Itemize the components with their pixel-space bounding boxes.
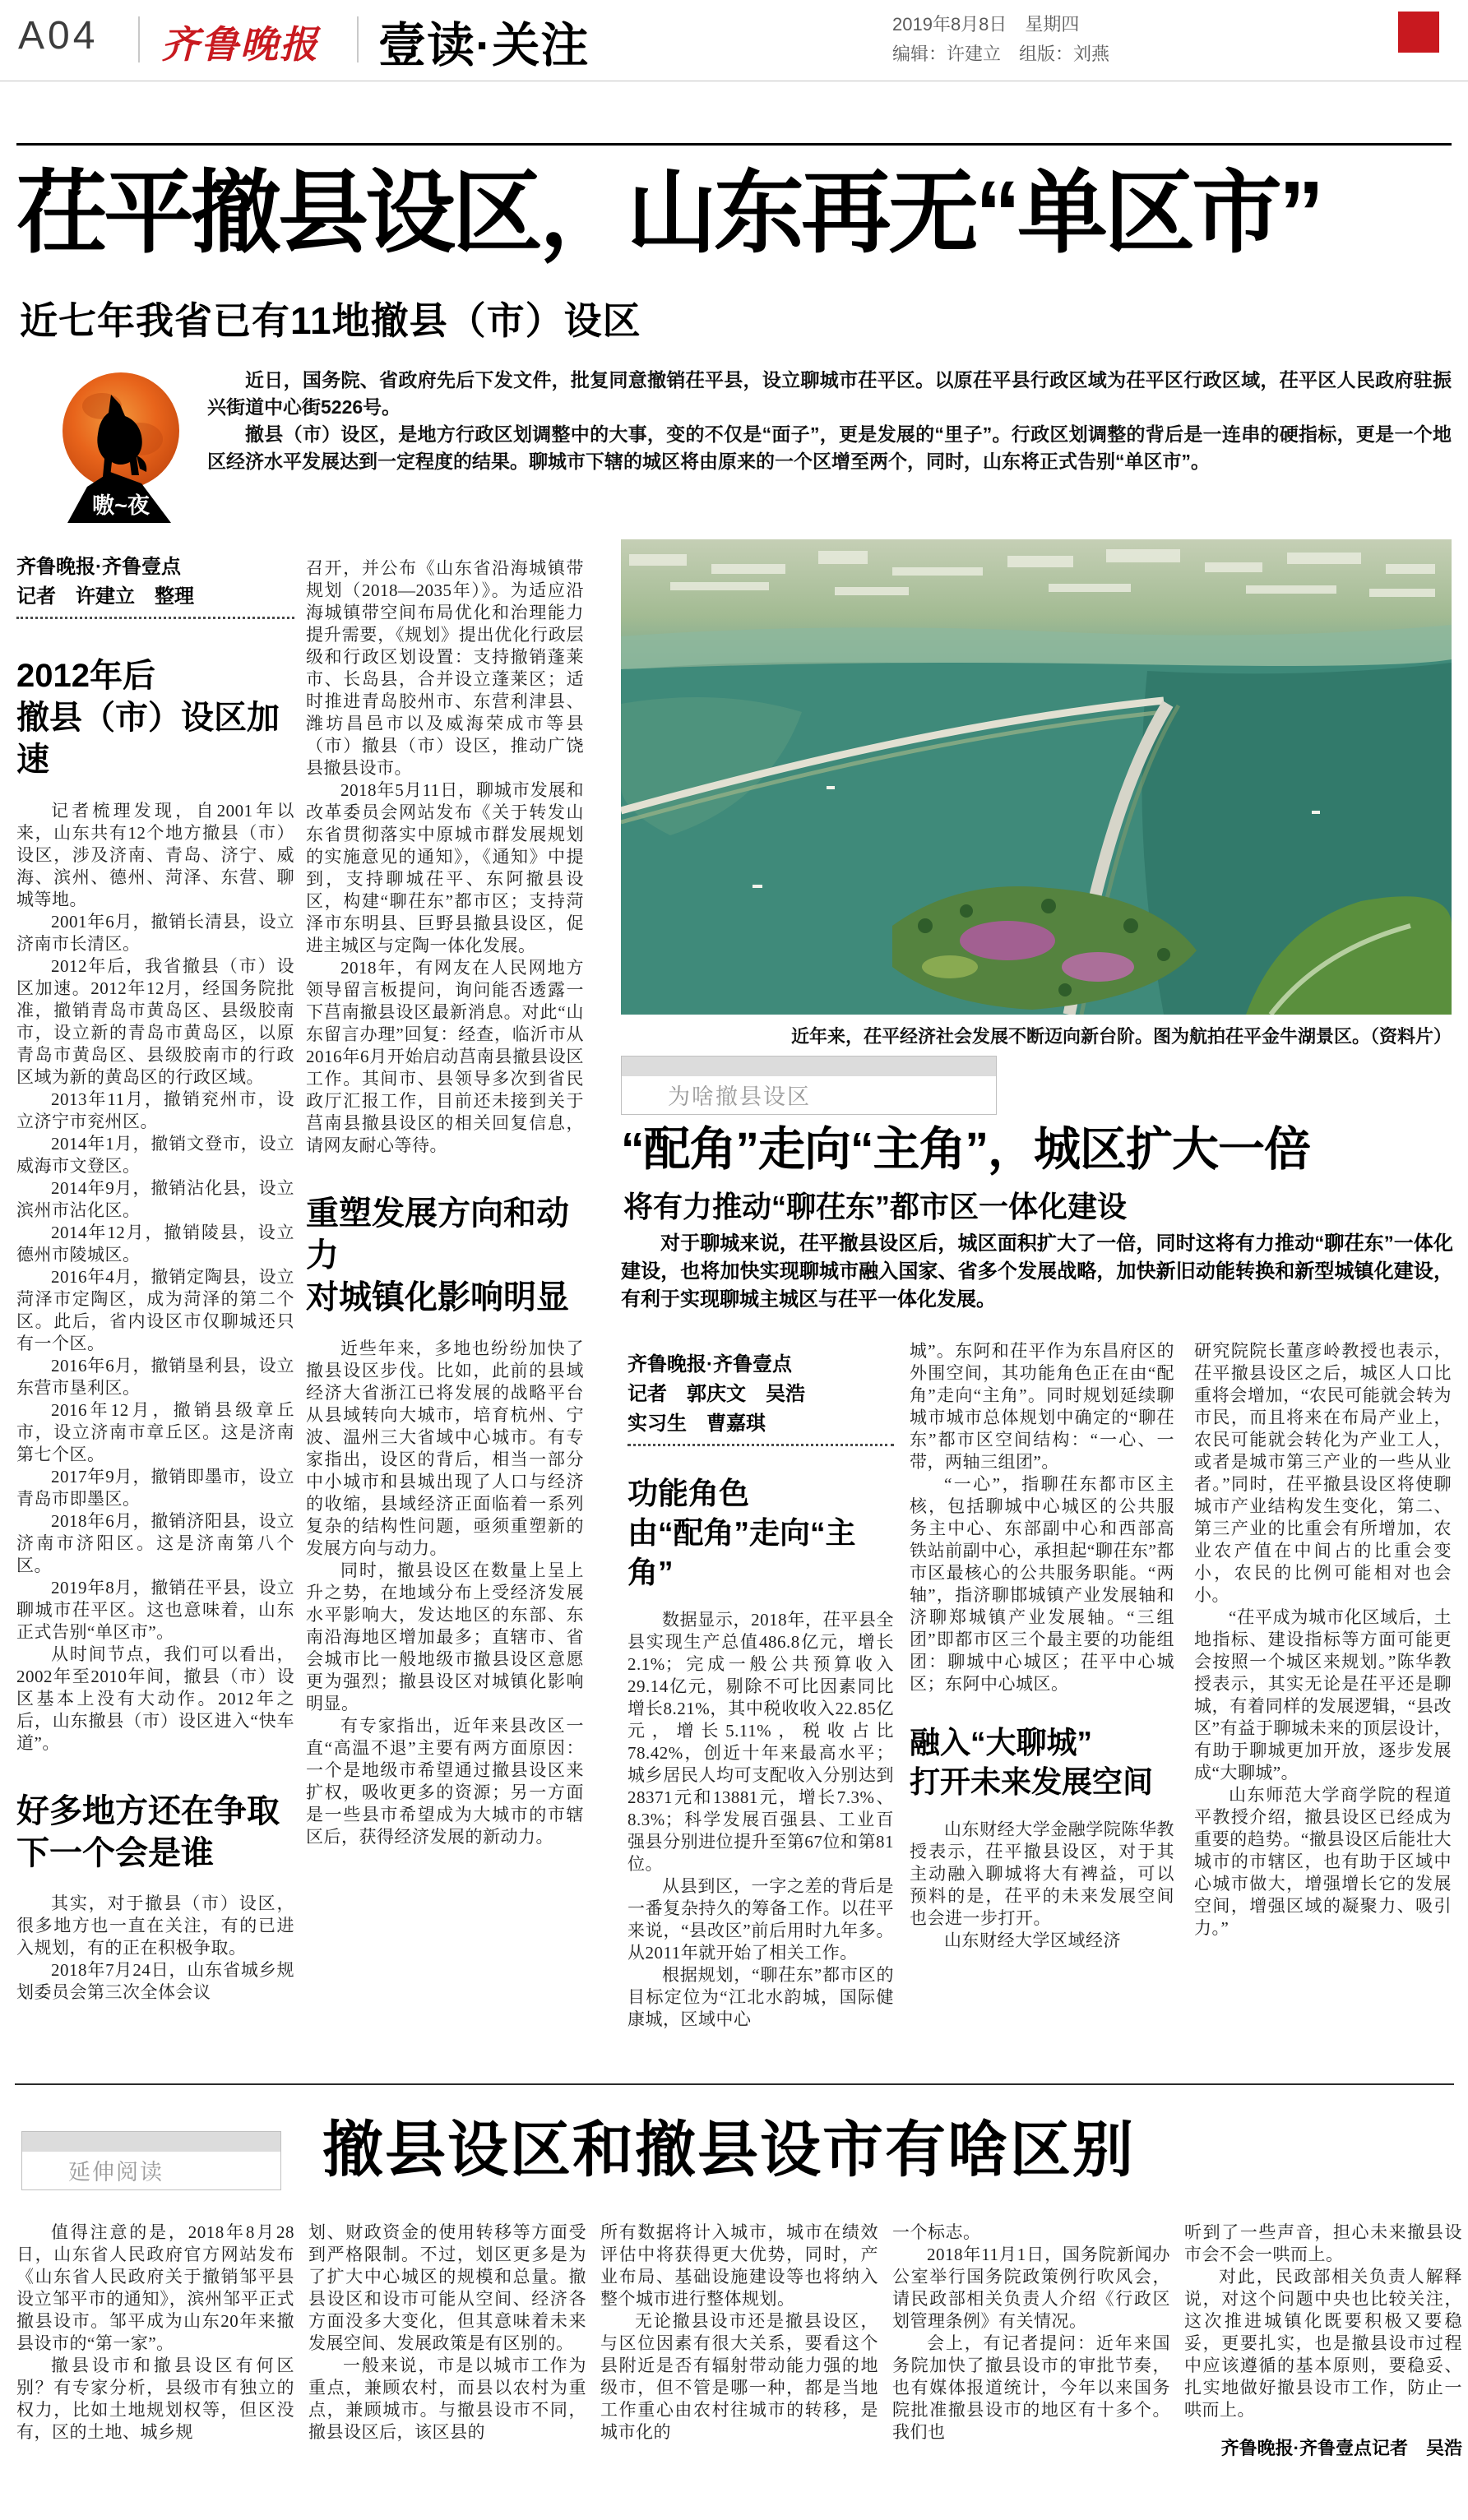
lead-intro [207, 367, 1452, 475]
body-paragraph: 2017年9月，撤销即墨市，设立青岛市即墨区。 [16, 1466, 294, 1509]
photo-caption: 近年来，茌平经济社会发展不断迈向新台阶。图为航拍茌平金牛湖景区。（资料片） [790, 1026, 1452, 1047]
byline: 记者 许建立 整理 [16, 585, 194, 608]
body-paragraph: 从时间节点，我们可以看出，2002年至2010年间，撤县（市）设区基本上没有大动作。2012年之后，山东撤县（市）设区进入“快车道”。 [16, 1644, 294, 1753]
main-subheadline: 近七年我省已有11地撤县（市）设区 [20, 299, 641, 342]
column-heading: 功能角色 由“配角”走向“主角” [627, 1477, 856, 1590]
intro-paragraph: 撤县（市）设区，是地方行政区划调整中的大事，变的不仅是“面子”，更是发展的“里子”。行政区划调整的背后是一连串的硬指标，更是一个地区经济水平发展达到一定程度的结果。聊城市下辖的城区将由原来的一个区增至两个，同时，山东将正式告别“单区市”。 [207, 423, 1452, 472]
body-paragraph: 2016年6月，撤销垦利县，设立东营市垦利区。 [16, 1355, 294, 1398]
section-title: 壹读·关注 [378, 19, 590, 72]
body-paragraph: 撤县设市和撤县设区有何区别？有专家分析，县级市有独立的权力，比如土地规划权等，但区没有，区的土地、城乡规 [16, 2356, 294, 2442]
body-paragraph: 对此，民政部相关负责人解释说，对这个问题中央也比较关注，这次推进城镇化既要积极又要稳妥，更要扎实，也是撤县设市过程中应该遵循的基本原则，要稳妥、扎实地做好撤县设市工作，防止一哄而上。 [1184, 2267, 1462, 2420]
body-paragraph: 根据规划，“聊茌东”都市区的目标定位为“江北水韵城，国际健康城，区域中心 [627, 1965, 894, 2030]
body-paragraph: 听到了一些声音，担心未来撤县设市会不会一哄而上。 [1184, 2222, 1462, 2264]
masthead-logo: 齐鲁晚报 [161, 22, 319, 67]
article2-headline: “配角”走向“主角”，城区扩大一倍 [621, 1123, 1310, 1176]
kicker-bar [22, 2132, 280, 2152]
main-headline: 茌平撤县设区，山东再无“单区市” [16, 163, 1321, 264]
header-divider [357, 16, 359, 62]
header-divider [138, 16, 140, 62]
editor-line: 编辑：许建立 组版：刘燕 [892, 44, 1110, 64]
dateline-block [892, 10, 1109, 69]
body-paragraph: 2018年6月，撤销济阳县，设立济南市济阳区。这是济南第八个区。 [16, 1510, 294, 1575]
qilu-yidian-badge-icon [1398, 12, 1439, 53]
body-paragraph: 山东财经大学金融学院陈华教授表示，茌平撤县设区，对于其主动融入聊城将大有裨益，可以预料的是，茌平的未来发展空间也会进一步打开。 [910, 1819, 1174, 1929]
article3-column1 [16, 2222, 294, 2511]
body-paragraph: 2018年5月11日，聊城市发展和改革委员会网站发布《关于转发山东省贯彻落实中原城市群发展规划的实施意见的通知》，《通知》中提到，支持聊城茌平、东阿撤县设区，构建“聊茌东”都市区；支持菏泽市东明县、巨野县撤县设区，促进主城区与定陶一体化发展。 [306, 780, 584, 955]
byline: 齐鲁晚报·齐鲁壹点 [627, 1353, 792, 1376]
body-paragraph: 记者梳理发现，自2001年以来，山东共有12个地方撤县（市）设区，涉及济南、青岛、济宁、威海、滨州、德州、菏泽、东营、聊城等地。 [16, 800, 294, 909]
article2-columnB [910, 1340, 1174, 2074]
column-heading: 重塑发展方向和动力 对城镇化影响明显 [306, 1195, 569, 1316]
article3-headline: 撤县设区和撤县设市有啥区别 [322, 2115, 1135, 2184]
headline-rule [16, 143, 1452, 146]
column-heading: 融入“大聊城” 打开未来发展空间 [910, 1726, 1153, 1800]
body-paragraph: 2019年8月，撤销茌平县，设立聊城市茌平区。这也意味着，山东正式告别“单区市”。 [16, 1577, 294, 1642]
body-paragraph: 数据显示，2018年，茌平县全县实现生产总值486.8亿元，增长2.1%；完成一般公共预算收入29.14亿元，剔除不可比因素同比增长8.21%，其中税收收入22.85亿元，增长5.11%，税收占比78.42%，创近十年来最高水平；城乡居民人均可支配收入分别达到28371元和13881元，增长7.3%、8.3%；科学发展百强县、工业百强县分别进位提升至第67位和第81位。 [627, 1610, 894, 1875]
article2-columnC [1194, 1340, 1452, 2074]
body-paragraph: 其实，对于撤县（市）设区，很多地方也一直在关注，有的已进入规划，有的正在积极争取。 [16, 1893, 294, 1958]
body-paragraph: 山东财经大学区域经济 [944, 1930, 1121, 1951]
body-paragraph: 无论撤县设市还是撤县设区，与区位因素有很大关系，要看这个县附近是否有辐射带动能力强的地级市，但不管是哪一种，都是当地工作重心由农村往城市的转移，是城市化的 [600, 2311, 878, 2442]
article2-lead: 对于聊城来说，茌平撤县设区后，城区面积扩大了一倍，同时这将有力推动“聊茌东”一体化建设，也将加快实现聊城市融入国家、省多个发展战略，加快新旧动能转换和新型城镇化建设，有利于实现聊城主城区与茌平一体化发展。 [621, 1232, 1453, 1311]
kicker-label: 延伸阅读 [68, 2160, 164, 2185]
body-paragraph: 山东师范大学商学院的程道平教授介绍，撤县设区已经成为重要的趋势。“撤县设区后能壮大城市的市辖区，也有助于区域中心城市做大，增强增长它的发展空间，增强区域的凝聚力、吸引力。” [1194, 1785, 1452, 1938]
body-paragraph: 2018年11月1日，国务院新闻办公室举行国务院政策例行吹风会，请民政部相关负责人介绍《行政区划管理条例》有关情况。 [892, 2245, 1170, 2331]
article1-column1 [16, 553, 294, 2075]
body-paragraph: 2016年12月，撤销县级章丘市，设立济南市章丘区。这是济南第七个区。 [16, 1399, 294, 1464]
mascot-wolf-moon-icon [59, 363, 183, 523]
body-paragraph: 划、财政资金的使用转移等方面受到严格限制。不过，划区更多是为了扩大中心城区的规模和总量。撤县设区和设市可能从空间、经济各方面没多大变化，但其意味着未来发展空间、发展政策是有区别的。 [308, 2222, 586, 2353]
article3-column4 [892, 2222, 1170, 2511]
body-paragraph: 2016年4月，撤销定陶县，设立菏泽市定陶区，成为菏泽的第二个区。此后，省内设区市仅聊城还只有一个区。 [16, 1266, 294, 1353]
byline: 齐鲁晚报·齐鲁壹点 [16, 556, 181, 578]
intro-paragraph: 近日，国务院、省政府先后下发文件，批复同意撤销茌平县，设立聊城市茌平区。以原茌平县行政区域为茌平区行政区域，茌平区人民政府驻振兴街道中心街5226号。 [207, 369, 1452, 418]
article3-column5 [1184, 2222, 1462, 2511]
body-paragraph: 城”。东阿和茌平作为东昌府区的外围空间，其功能角色正在由“配角”走向“主角”。同时规划延续聊城市城市总体规划中确定的“聊茌东”都市区空间结构：“一心、一带，两轴三组团”。 [910, 1341, 1174, 1472]
article2-kicker-box [621, 1056, 997, 1115]
body-paragraph: “一心”，指聊茌东都市区主核，包括聊城中心城区的公共服务主中心、东部副中心和西部高铁站前副中心，承担起“聊茌东”都市区最核心的公共服务职能。“两轴”，指济聊邯城镇产业发展轴和济聊郑城镇产业发展轴。“三组团”即都市区三个最主要的功能组团：聊城中心城区；茌平中心城区；东阿中心城区。 [910, 1474, 1174, 1694]
aerial-photo [621, 539, 1452, 1015]
body-paragraph: 从县到区，一字之差的背后是一番复杂持久的筹备工作。以茌平来说，“县改区”前后用时九年多。从2011年就开始了相关工作。 [627, 1876, 894, 1963]
article2-subheadline: 将有力推动“聊茌东”都市区一体化建设 [623, 1190, 1128, 1223]
body-paragraph: 一般来说，市是以城市工作为重点，兼顾农村，而县以农村为重点，兼顾城市。与撤县设市不同，撤县设区后，该区县的 [308, 2356, 586, 2442]
body-paragraph: 2014年1月，撤销文登市，设立威海市文登区。 [16, 1133, 294, 1176]
article1-column2 [306, 557, 584, 2075]
column-heading: 2012年后 撤县（市）设区加速 [16, 658, 280, 779]
body-paragraph: 2014年9月，撤销沾化县，设立滨州市沾化区。 [16, 1177, 294, 1220]
article2-columnA [627, 1350, 894, 2074]
byline-divider [627, 1444, 894, 1446]
article3-byline: 齐鲁晚报·齐鲁壹点记者 吴浩 [1220, 2438, 1462, 2458]
column-heading: 好多地方还在争取 下一个会是谁 [16, 1792, 280, 1871]
mascot-label: 嗷~夜 [92, 493, 150, 518]
body-paragraph: 召开，并公布《山东省沿海城镇带规划（2018—2035年）》。为适应沿海城镇带空间布局优化和治理能力提升需要，《规划》提出优化行政层级和行政区划设置：支持撤销蓬莱市、长岛县，合并设立蓬莱区；适时推进青岛胶州市、东营利津县、潍坊昌邑市以及威海荣成市等县（市）撤县（市）设区，推动广饶县撤县设市。 [306, 558, 584, 778]
body-paragraph: 2012年后，我省撤县（市）设区加速。2012年12月，经国务院批准，撤销青岛市黄岛区、县级胶南市，设立新的青岛市黄岛区，以原青岛市黄岛区、县级胶南市的行政区域为新的黄岛区的行政区域。 [16, 955, 294, 1087]
body-paragraph: 一个标志。 [892, 2222, 981, 2242]
kicker-label: 为啥撤县设区 [668, 1084, 811, 1109]
body-paragraph: “茌平成为城市化区域后，土地指标、建设指标等方面可能更会按照一个城区来规划。”陈华教授表示，其实无论是茌平还是聊城，有着同样的发展逻辑，“县改区”有益于聊城未来的顶层设计，有助于聊城更加开放，逐步发展成“大聊城”。 [1194, 1607, 1452, 1782]
kicker-bar [622, 1057, 996, 1076]
body-paragraph: 研究院院长董彦岭教授也表示，茌平撤县设区之后，城区人口比重将会增加，“农民可能就会转为市民，而且将来在布局产业上，农民可能就会转化为产业工人，或者是城市第三产业的一些从业者。”同时，茌平撤县设区将使聊城市产业结构发生变化，第二、第三产业的比重会有所增加，农业农产值在中间占的比重会变小，农民的比例可能相对也会小。 [1194, 1341, 1452, 1605]
body-paragraph: 同时，撤县设区在数量上呈上升之势，在地域分布上受经济发展水平影响大，发达地区的东部、东南沿海地区增加最多；直辖市、省会城市比一般地级市撤县设区意愿更为强烈；撤县设区对城镇化影响明显。 [306, 1560, 584, 1713]
article3-kicker-box [21, 2131, 281, 2190]
body-paragraph: 2018年，有网友在人民网地方领导留言板提问，询问能否透露一下莒南撤县设区最新消息。对此“山东留言办理”回复：经查，临沂市从2016年6月开始启动莒南县撤县设区工作。其间市、县领导多次到省民政厅汇报工作，目前还未接到关于莒南县撤县设区的相关回复信息，请网友耐心等待。 [306, 958, 584, 1155]
body-paragraph: 所有数据将计入城市，城市在绩效评估中将获得更大优势，同时，产业布局、基础设施建设等也将纳入整个城市进行整体规划。 [600, 2222, 878, 2309]
article3-column3 [600, 2222, 878, 2511]
byline: 记者 郭庆文 吴浩 [627, 1383, 805, 1405]
byline: 实习生 曹嘉琪 [627, 1413, 766, 1435]
body-paragraph: 2013年11月，撤销兖州市，设立济宁市兖州区。 [16, 1089, 294, 1131]
page-code: A04 [18, 14, 99, 58]
body-paragraph: 近些年来，多地也纷纷加快了撤县设区步伐。比如，此前的县域经济大省浙江已将发展的战略平台从县域转向大城市，培育杭州、宁波、温州三大省域中心城市。有专家指出，设区的背后，相当一部分中小城市和县城出现了人口与经济的收缩，县域经济正面临着一系列复杂的结构性问题，亟须重塑新的发展方向与动力。 [306, 1338, 584, 1558]
body-paragraph: 2014年12月，撤销陵县，设立德州市陵城区。 [16, 1222, 294, 1265]
body-paragraph: 2018年7月24日，山东省城乡规划委员会第三次全体会议 [16, 1959, 294, 2002]
date-line: 2019年8月8日 星期四 [892, 14, 1080, 35]
section-divider [15, 2083, 1454, 2085]
body-paragraph: 值得注意的是，2018年8月28日，山东省人民政府官方网站发布《山东省人民政府关于撤销邹平县设立邹平市的通知》，滨州邹平正式撤县设市。邹平成为山东20年来撤县设市的“第一家”。 [16, 2222, 294, 2353]
body-paragraph: 有专家指出，近年来县改区一直“高温不退”主要有两方面原因：一个是地级市希望通过撤县设区来扩权，吸收更多的资源；另一方面是一些县市希望成为大城市的市辖区后，获得经济发展的新动力。 [306, 1715, 584, 1847]
byline-divider [16, 617, 294, 619]
article3-column2 [308, 2222, 586, 2511]
body-paragraph: 会上，有记者提问：近年来国务院加快了撤县设市的审批节奏，也有媒体报道统计，今年以来国务院批准撤县设市的地区有十多个。我们也 [892, 2333, 1170, 2442]
body-paragraph: 2001年6月，撤销长清县，设立济南市长清区。 [16, 911, 294, 954]
